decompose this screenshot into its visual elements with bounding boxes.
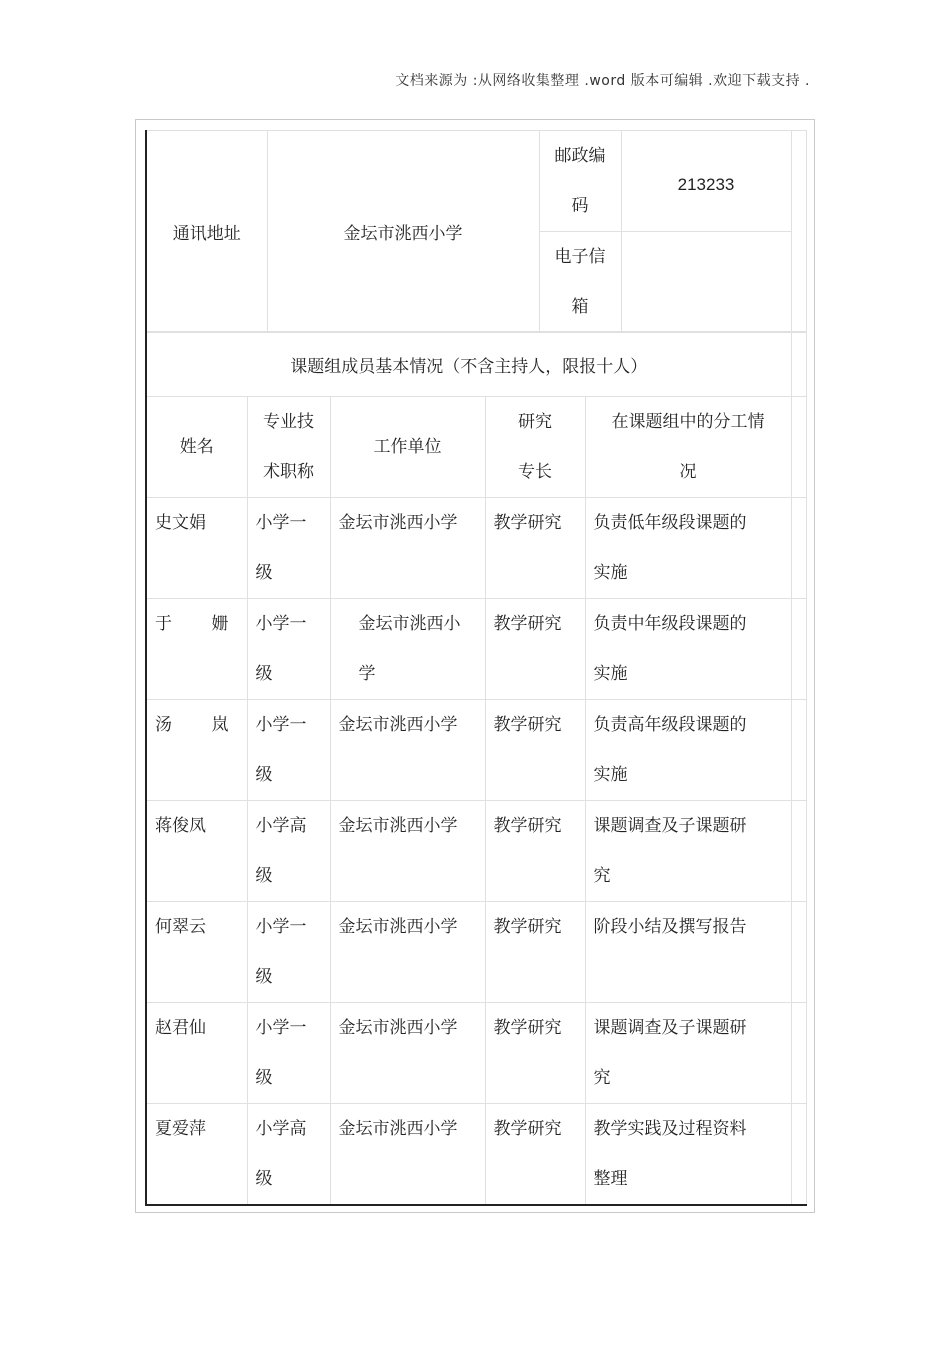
email-label-line: 电子信 — [554, 247, 606, 267]
postcode-label — [539, 131, 621, 232]
member-name: 夏爱萍 — [146, 1104, 247, 1206]
member-specialty: 教学研究 — [485, 1003, 585, 1104]
table-row — [146, 700, 806, 801]
member-unit-line: 金坛市洮西小学 — [338, 1119, 458, 1139]
member-specialty: 教学研究 — [485, 801, 585, 902]
member-title — [247, 1104, 330, 1206]
table-edge — [791, 700, 806, 801]
table-edge — [791, 332, 806, 397]
member-name: 何翠云 — [146, 902, 247, 1003]
member-role-line: 负责高年级段课题的 — [593, 715, 747, 735]
address-value: 金坛市洮西小学 — [267, 131, 539, 333]
member-role-line: 实施 — [593, 765, 628, 785]
header-line: 研究 — [518, 412, 552, 432]
header-unit: 工作单位 — [330, 397, 485, 498]
member-name — [146, 599, 247, 700]
member-title-line: 级 — [255, 664, 273, 684]
header-line: 专长 — [518, 462, 552, 482]
header-name: 姓名 — [146, 397, 247, 498]
member-role-line: 阶段小结及撰写报告 — [593, 917, 747, 937]
member-unit — [330, 599, 485, 700]
member-unit — [330, 498, 485, 599]
member-title — [247, 801, 330, 902]
member-title — [247, 599, 330, 700]
member-unit — [330, 700, 485, 801]
table-edge — [791, 498, 806, 599]
table-row — [146, 1003, 806, 1104]
member-unit-line: 金坛市洮西小学 — [338, 816, 458, 836]
member-role — [585, 1003, 791, 1104]
email-label — [539, 232, 621, 333]
member-role-line: 课题调查及子课题研 — [593, 816, 747, 836]
table-edge — [791, 1104, 806, 1206]
member-role-line: 实施 — [593, 563, 628, 583]
member-title — [247, 498, 330, 599]
header-line: 在课题组中的分工情 — [611, 412, 765, 432]
member-role — [585, 700, 791, 801]
member-title — [247, 700, 330, 801]
member-role-line: 课题调查及子课题研 — [593, 1018, 747, 1038]
member-rows — [146, 498, 806, 1206]
table-row — [146, 902, 806, 1003]
member-specialty: 教学研究 — [485, 599, 585, 700]
member-unit-line: 金坛市洮西小 — [358, 614, 461, 634]
member-specialty: 教学研究 — [485, 1104, 585, 1206]
header-note: 文档来源为 :从网络收集整理 .word 版本可编辑 .欢迎下载支持 . — [395, 73, 810, 89]
table-row — [146, 599, 806, 700]
member-name-char: 汤 — [155, 715, 172, 735]
member-unit-line: 金坛市洮西小学 — [338, 917, 458, 937]
member-role-line: 整理 — [593, 1169, 628, 1189]
member-title-line: 小学一 — [255, 513, 307, 533]
member-role — [585, 902, 791, 1003]
member-name: 史文娟 — [146, 498, 247, 599]
member-unit-line: 金坛市洮西小学 — [338, 513, 458, 533]
member-title-line: 小学一 — [255, 614, 307, 634]
header-line: 术职称 — [263, 462, 314, 482]
member-title-line: 级 — [255, 1169, 273, 1189]
member-title — [247, 902, 330, 1003]
member-title-line: 小学一 — [255, 1018, 307, 1038]
member-name — [146, 700, 247, 801]
member-role-line: 究 — [593, 1068, 611, 1088]
member-unit — [330, 801, 485, 902]
postcode-label-line: 邮政编 — [554, 146, 606, 166]
table-edge — [791, 599, 806, 700]
member-unit-line: 金坛市洮西小学 — [338, 1018, 458, 1038]
header-role — [585, 397, 791, 498]
table-edge — [791, 902, 806, 1003]
postcode-value: 213233 — [621, 131, 791, 232]
member-role-line: 负责中年级段课题的 — [593, 614, 747, 634]
member-role — [585, 599, 791, 700]
table-row — [146, 801, 806, 902]
member-unit — [330, 1104, 485, 1206]
member-role — [585, 1104, 791, 1206]
member-title-line: 级 — [255, 765, 273, 785]
member-name-spread — [155, 700, 247, 750]
member-title-line: 小学高 — [255, 816, 307, 836]
members-table-title: 课题组成员基本情况（不含主持人，限报十人） — [146, 332, 791, 397]
header-specialty — [485, 397, 585, 498]
member-name-char: 于 — [155, 614, 172, 634]
member-specialty: 教学研究 — [485, 700, 585, 801]
members-table — [145, 331, 807, 1206]
member-name-spread — [155, 599, 247, 649]
member-name: 蒋俊凤 — [146, 801, 247, 902]
header-line: 专业技 — [263, 412, 314, 432]
member-unit — [330, 902, 485, 1003]
member-role-line: 负责低年级段课题的 — [593, 513, 747, 533]
member-title-line: 级 — [255, 563, 273, 583]
member-name: 赵君仙 — [146, 1003, 247, 1104]
member-specialty: 教学研究 — [485, 902, 585, 1003]
table-edge — [791, 801, 806, 902]
member-name-char: 姗 — [211, 614, 229, 634]
header-title — [247, 397, 330, 498]
table-row — [146, 498, 806, 599]
table-edge — [791, 397, 806, 498]
address-table — [145, 130, 807, 333]
member-specialty: 教学研究 — [485, 498, 585, 599]
member-title-line: 级 — [255, 866, 273, 886]
member-role-line: 教学实践及过程资料 — [593, 1119, 747, 1139]
table-row — [146, 1104, 806, 1206]
email-label-line: 箱 — [571, 297, 589, 317]
postcode-label-line: 码 — [571, 196, 589, 216]
member-unit-line: 金坛市洮西小学 — [338, 715, 458, 735]
header-line: 况 — [679, 462, 697, 482]
member-title-line: 小学高 — [255, 1119, 307, 1139]
member-name-char: 岚 — [211, 715, 229, 735]
member-title-line: 小学一 — [255, 917, 307, 937]
member-role-line: 实施 — [593, 664, 628, 684]
member-title — [247, 1003, 330, 1104]
table-edge — [791, 131, 806, 333]
member-title-line: 级 — [255, 967, 273, 987]
address-label: 通讯地址 — [146, 131, 267, 333]
member-title-line: 小学一 — [255, 715, 307, 735]
member-role-line: 究 — [593, 866, 611, 886]
table-edge — [791, 1003, 806, 1104]
member-role — [585, 498, 791, 599]
member-unit-line: 学 — [358, 664, 376, 684]
member-title-line: 级 — [255, 1068, 273, 1088]
member-unit — [330, 1003, 485, 1104]
email-value — [621, 232, 791, 333]
member-role — [585, 801, 791, 902]
